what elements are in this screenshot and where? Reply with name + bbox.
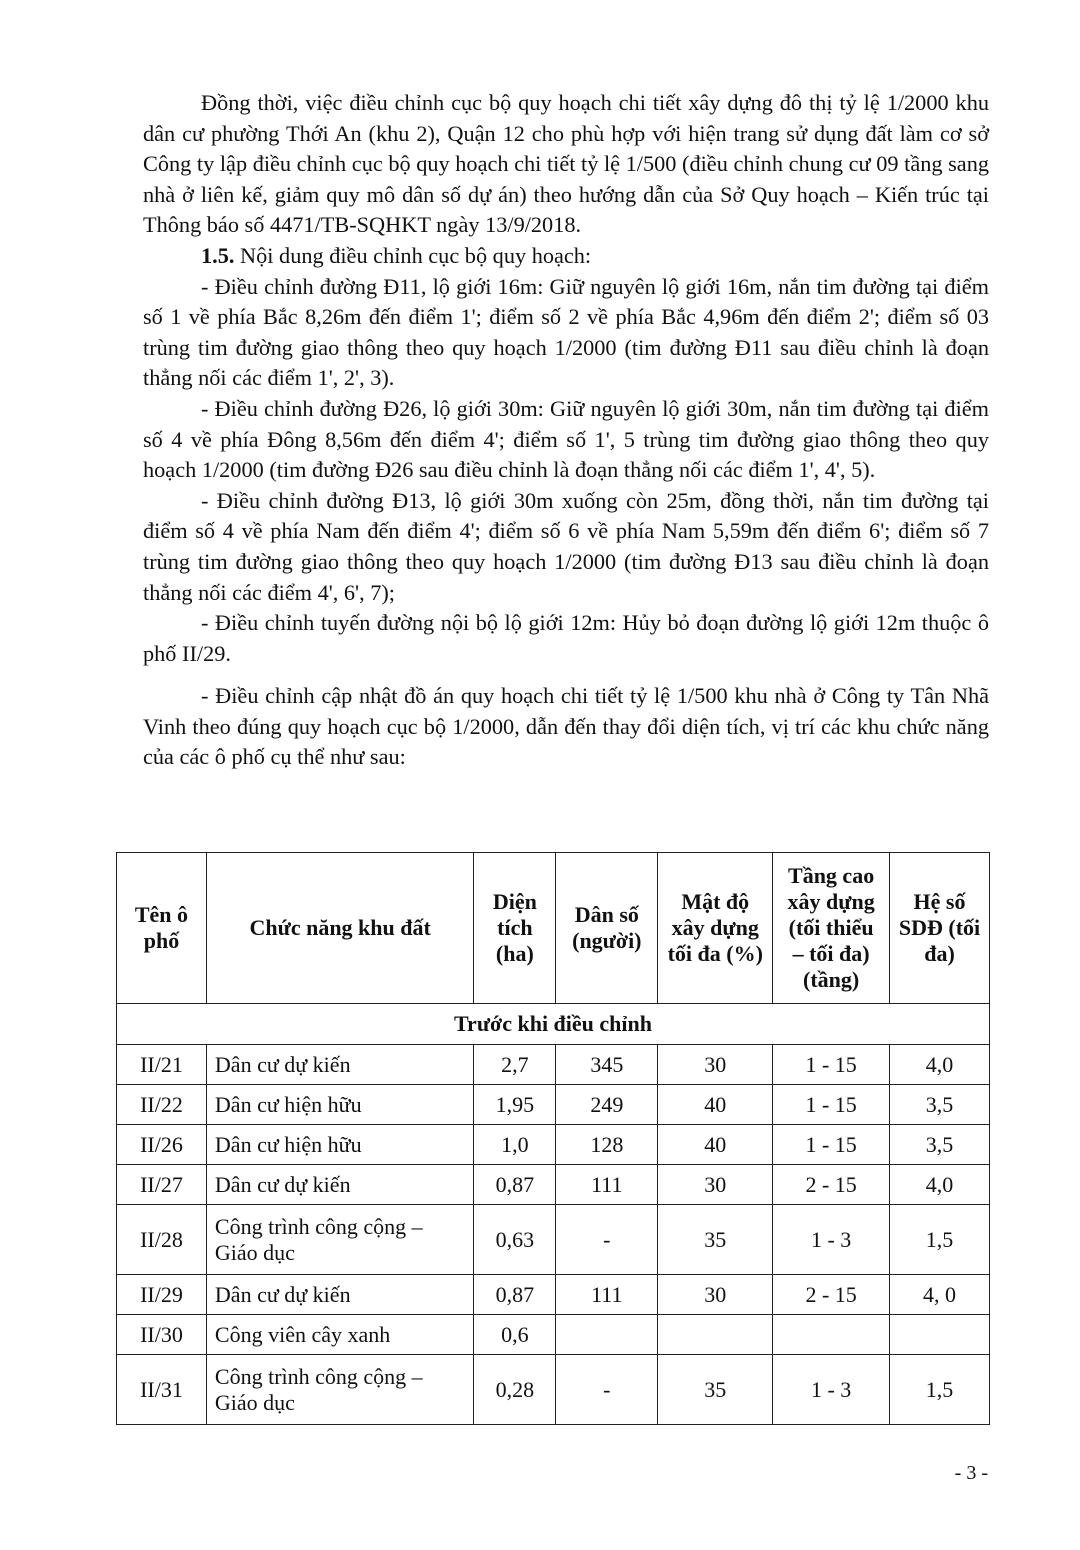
cell-mat-do: 35 <box>658 1205 773 1275</box>
cell-mat-do <box>658 1315 773 1355</box>
cell-chuc-nang: Dân cư dự kiến <box>206 1275 473 1315</box>
cell-dien-tich: 1,0 <box>474 1125 556 1165</box>
cell-dan-so: 128 <box>556 1125 658 1165</box>
cell-chuc-nang: Dân cư dự kiến <box>206 1045 473 1085</box>
cell-mat-do: 40 <box>658 1125 773 1165</box>
cell-dan-so: 111 <box>556 1275 658 1315</box>
cell-dan-so <box>556 1315 658 1355</box>
cell-ten-o-pho: II/29 <box>117 1275 207 1315</box>
header-he-so: Hệ số SDĐ (tối đa) <box>890 853 990 1004</box>
cell-chuc-nang: Công trình công cộng – Giáo dục <box>206 1355 473 1425</box>
header-mat-do: Mật độ xây dựng tối đa (%) <box>658 853 773 1004</box>
cell-ten-o-pho: II/31 <box>117 1355 207 1425</box>
cell-tang-cao: 1 - 15 <box>773 1085 890 1125</box>
cell-mat-do: 30 <box>658 1045 773 1085</box>
paragraph-plan-update: - Điều chỉnh cập nhật đồ án quy hoạch chi tiết tỷ lệ 1/500 khu nhà ở Công ty Tân Nhã Vinh theo đúng quy hoạch cục bộ 1/2000, dẫn đến thay đổi diện tích, vị trí các khu chức năng của các ô phố cụ thể như sau: <box>143 683 989 770</box>
table-row <box>117 1085 990 1125</box>
cell-he-so: 4, 0 <box>890 1275 990 1315</box>
cell-ten-o-pho: II/27 <box>117 1165 207 1205</box>
section-title: Trước khi điều chỉnh <box>117 1004 990 1045</box>
header-dan-so: Dân số (người) <box>556 853 658 1004</box>
cell-dan-so: 345 <box>556 1045 658 1085</box>
cell-ten-o-pho: II/30 <box>117 1315 207 1355</box>
cell-mat-do: 35 <box>658 1355 773 1425</box>
cell-tang-cao: 1 - 15 <box>773 1045 890 1085</box>
table-row <box>117 1045 990 1085</box>
section-heading-1-5 <box>143 241 989 272</box>
cell-chuc-nang: Dân cư hiện hữu <box>206 1085 473 1125</box>
table-row <box>117 1355 990 1425</box>
header-ten-o-pho: Tên ô phố <box>117 853 207 1004</box>
cell-dien-tich: 0,28 <box>474 1355 556 1425</box>
header-tang-cao: Tầng cao xây dựng (tối thiểu – tối đa) (tầng) <box>773 853 890 1004</box>
header-chuc-nang: Chức năng khu đất <box>206 853 473 1004</box>
cell-he-so: 4,0 <box>890 1045 990 1085</box>
paragraph-adjustment-context: Đồng thời, việc điều chỉnh cục bộ quy hoạch chi tiết xây dựng đô thị tỷ lệ 1/2000 khu dân cư phường Thới An (khu 2), Quận 12 cho phù hợp với hiện trang sử dụng đất làm cơ sở Công ty lập điều chỉnh cục bộ quy hoạch chi tiết tỷ lệ 1/500 (điều chỉnh chung cư 09 tầng sang nhà ở liên kế, giảm quy mô dân số dự án) theo hướng dẫn của Sở Quy hoạch – Kiến trúc tại Thông báo số 4471/TB-SQHKT ngày 13/9/2018. <box>143 90 989 238</box>
cell-dan-so: 249 <box>556 1085 658 1125</box>
cell-dien-tich: 0,63 <box>474 1205 556 1275</box>
section-heading-text: Nội dung điều chỉnh cục bộ quy hoạch: <box>234 242 592 268</box>
section-number: 1.5. <box>201 242 235 268</box>
cell-chuc-nang: Công viên cây xanh <box>206 1315 473 1355</box>
page-number: - 3 - <box>954 1462 988 1484</box>
cell-he-so: 4,0 <box>890 1165 990 1205</box>
cell-tang-cao: 1 - 3 <box>773 1205 890 1275</box>
cell-chuc-nang: Dân cư hiện hữu <box>206 1125 473 1165</box>
table-header-row <box>117 853 990 1004</box>
cell-dan-so: - <box>556 1355 658 1425</box>
cell-dien-tich: 0,87 <box>474 1275 556 1315</box>
cell-chuc-nang: Công trình công cộng – Giáo dục <box>206 1205 473 1275</box>
cell-ten-o-pho: II/22 <box>117 1085 207 1125</box>
body-text <box>143 88 989 773</box>
paragraph-road-d26: - Điều chỉnh đường Đ26, lộ giới 30m: Giữ nguyên lộ giới 30m, nắn tim đường tại điểm số 4 về phía Đông 8,56m đến điểm 4'; điểm số 1', 5 trùng tim đường giao thông theo quy hoạch 1/2000 (tim đường Đ26 sau điều chỉnh là đoạn thẳng nối các điểm 1', 4', 5). <box>143 395 989 483</box>
cell-dan-so: 111 <box>556 1165 658 1205</box>
table-row <box>117 1205 990 1275</box>
cell-he-so: 3,5 <box>890 1125 990 1165</box>
paragraph-road-d11: - Điều chỉnh đường Đ11, lộ giới 16m: Giữ nguyên lộ giới 16m, nắn tim đường tại điểm số 1 về phía Bắc 8,26m đến điểm 1'; điểm số 2 về phía Bắc 4,96m đến điểm 2'; điểm số 03 trùng tim đường giao thông theo quy hoạch 1/2000 (tim đường Đ11 sau điều chỉnh là đoạn thẳng nối các điểm 1', 2', 3). <box>143 273 989 391</box>
cell-dien-tich: 0,87 <box>474 1165 556 1205</box>
cell-ten-o-pho: II/28 <box>117 1205 207 1275</box>
table-row <box>117 1165 990 1205</box>
cell-tang-cao <box>773 1315 890 1355</box>
paragraph-road-d13: - Điều chỉnh đường Đ13, lộ giới 30m xuống còn 25m, đồng thời, nắn tim đường tại điểm số 4 về phía Nam đến điểm 4'; điểm số 6 về phía Nam 5,59m đến điểm 6'; điểm số 7 trùng tim đường giao thông theo quy hoạch 1/2000 (tim đường Đ13 sau điều chỉnh là đoạn thẳng nối các điểm 4', 6', 7); <box>143 487 989 605</box>
cell-tang-cao: 2 - 15 <box>773 1275 890 1315</box>
table-row <box>117 1125 990 1165</box>
cell-mat-do: 30 <box>658 1165 773 1205</box>
cell-he-so: 1,5 <box>890 1205 990 1275</box>
cell-chuc-nang: Dân cư dự kiến <box>206 1165 473 1205</box>
cell-tang-cao: 1 - 15 <box>773 1125 890 1165</box>
table-row <box>117 1275 990 1315</box>
cell-he-so: 3,5 <box>890 1085 990 1125</box>
cell-tang-cao: 1 - 3 <box>773 1355 890 1425</box>
paragraph-internal-road: - Điều chỉnh tuyến đường nội bộ lộ giới 12m: Hủy bỏ đoạn đường lộ giới 12m thuộc ô phố II/29. <box>143 610 989 666</box>
cell-dien-tich: 0,6 <box>474 1315 556 1355</box>
cell-mat-do: 40 <box>658 1085 773 1125</box>
cell-tang-cao: 2 - 15 <box>773 1165 890 1205</box>
cell-dien-tich: 1,95 <box>474 1085 556 1125</box>
cell-ten-o-pho: II/26 <box>117 1125 207 1165</box>
land-use-table <box>116 852 990 1425</box>
cell-he-so <box>890 1315 990 1355</box>
cell-dien-tich: 2,7 <box>474 1045 556 1085</box>
header-dien-tich: Diện tích (ha) <box>474 853 556 1004</box>
table-row <box>117 1315 990 1355</box>
cell-ten-o-pho: II/21 <box>117 1045 207 1085</box>
cell-he-so: 1,5 <box>890 1355 990 1425</box>
cell-mat-do: 30 <box>658 1275 773 1315</box>
table-section-row <box>117 1004 990 1045</box>
cell-dan-so: - <box>556 1205 658 1275</box>
